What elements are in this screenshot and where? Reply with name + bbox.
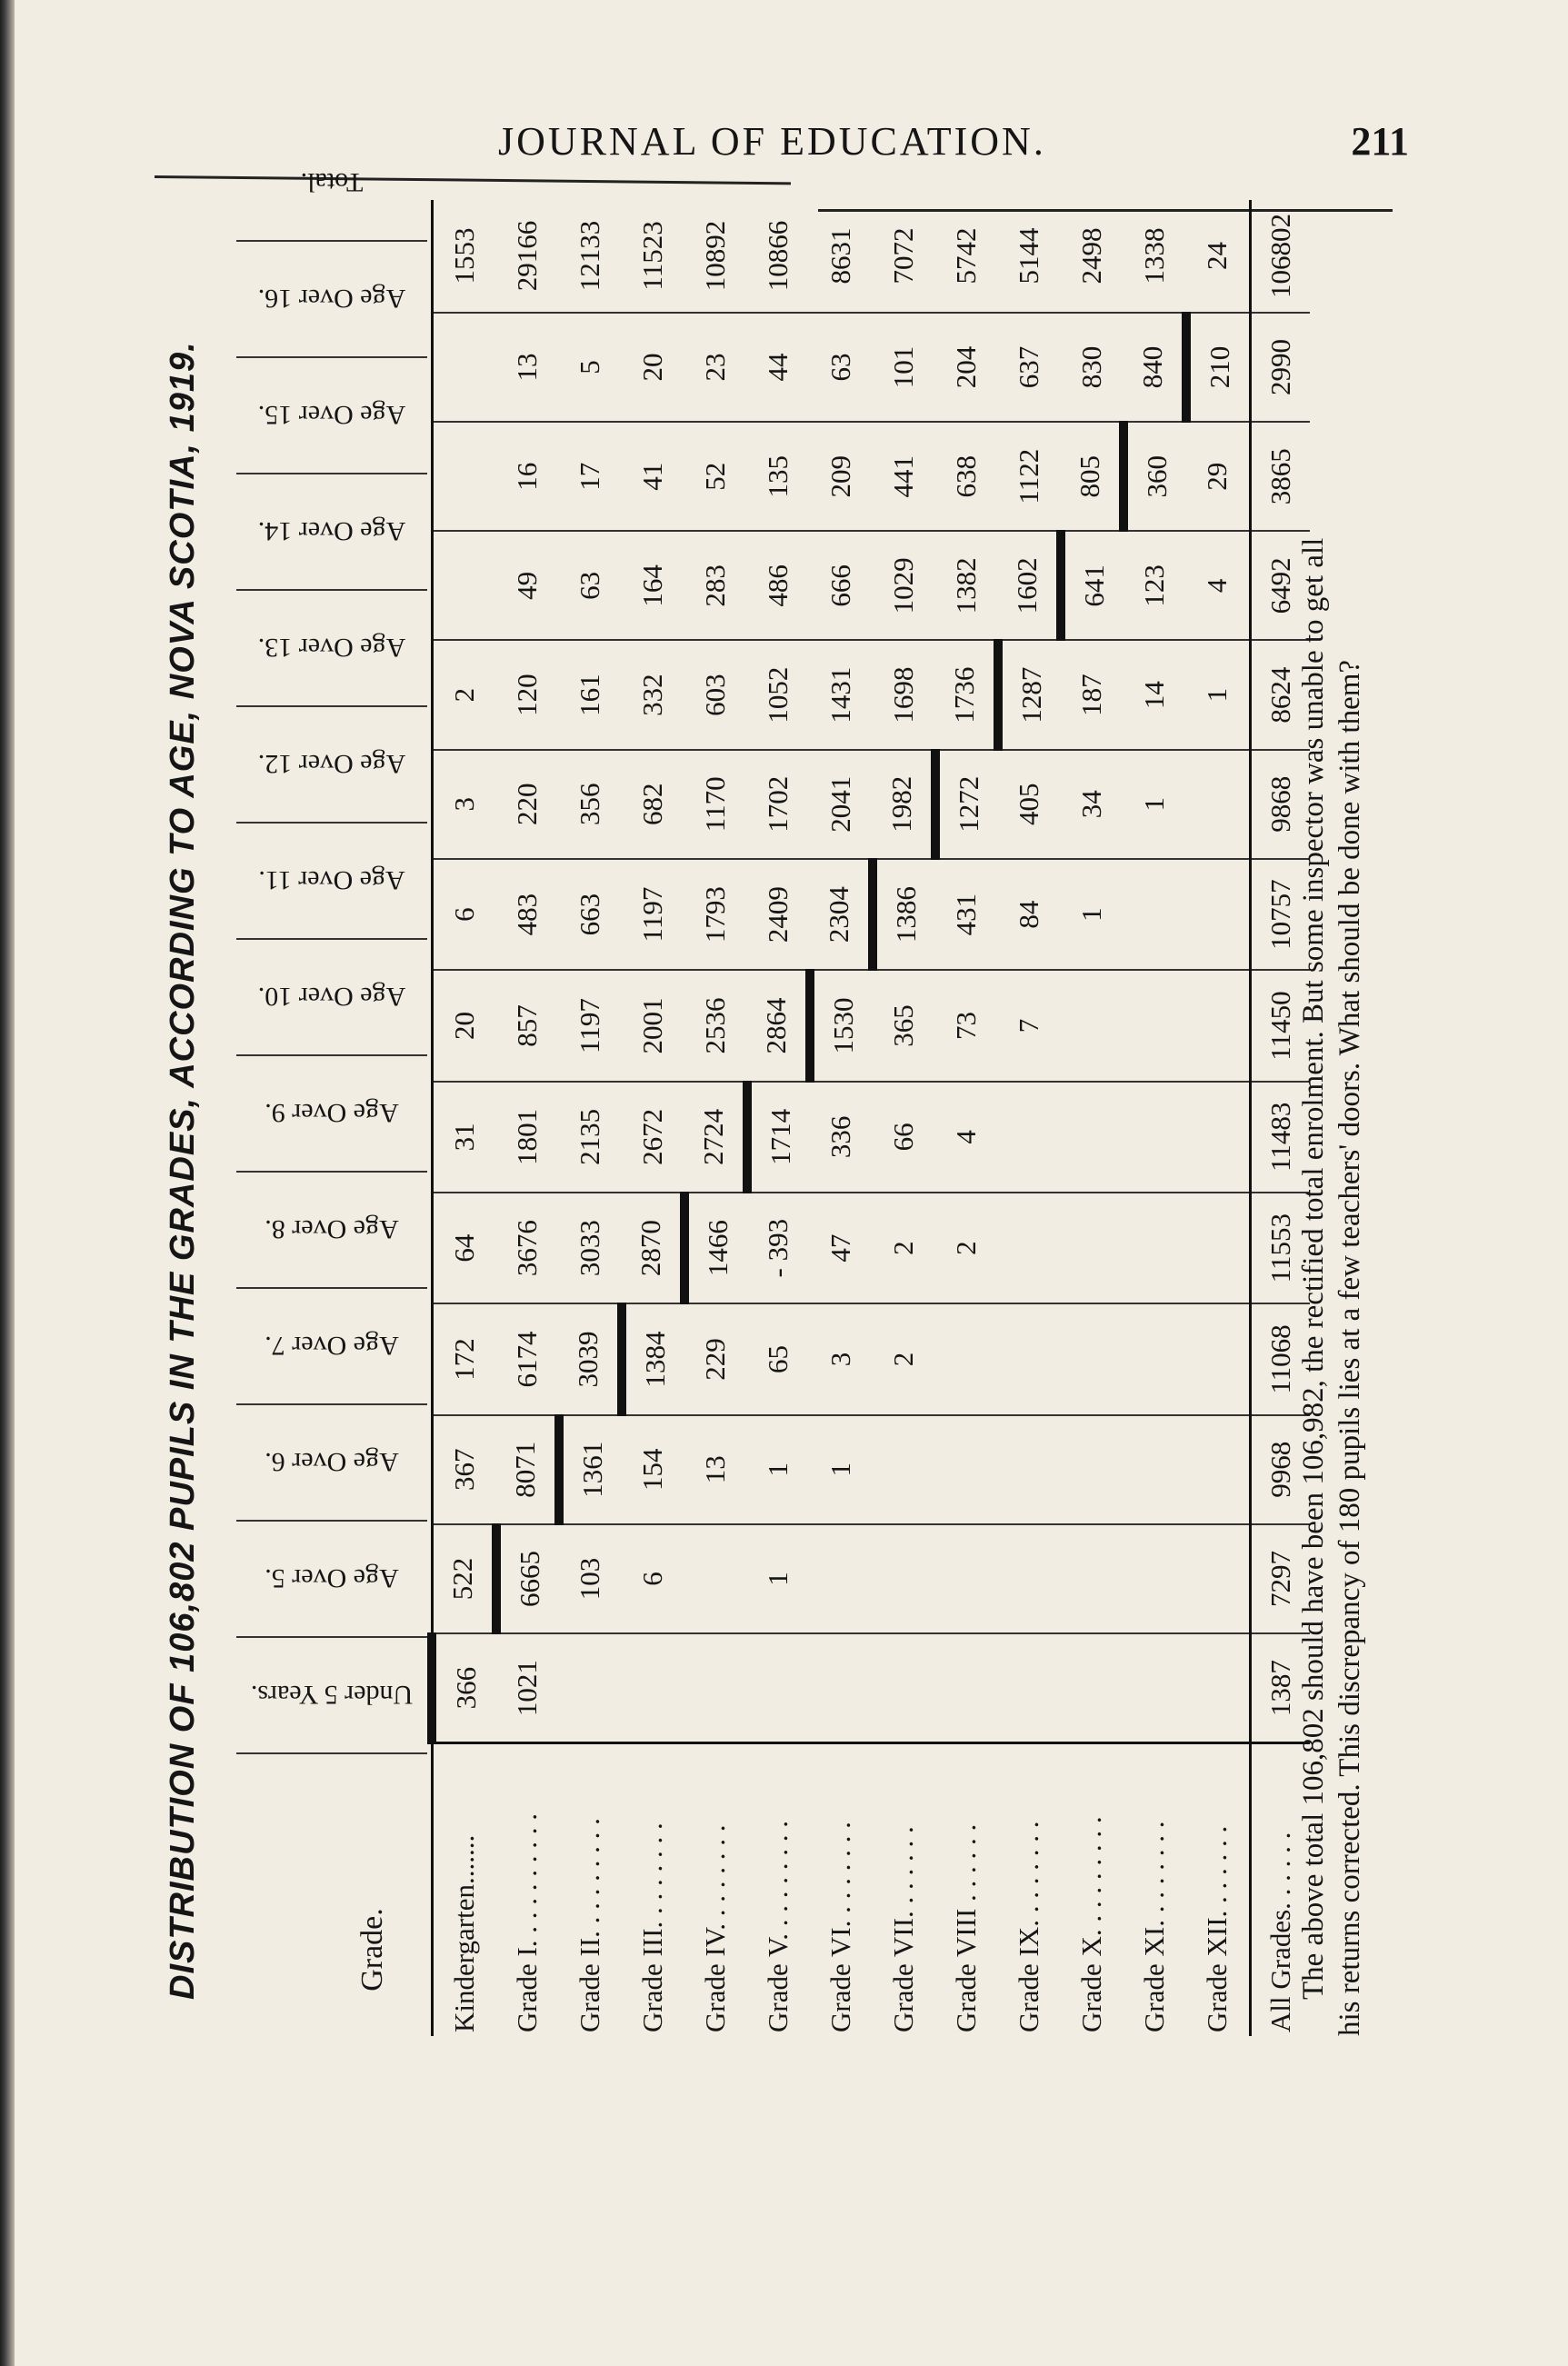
column-header-label: Age Over 6. bbox=[265, 1447, 399, 1477]
table-cell: 2409 bbox=[747, 859, 810, 971]
table-cell bbox=[622, 1633, 684, 1743]
table-cell bbox=[1124, 1193, 1186, 1303]
table-cell bbox=[935, 1633, 998, 1743]
column-header-label: Age Over 10. bbox=[257, 982, 406, 1012]
table-cell: 2001 bbox=[622, 970, 684, 1081]
table-cell bbox=[873, 1524, 935, 1633]
table-cell: 1982 bbox=[873, 750, 935, 859]
table-cell: 23 bbox=[684, 313, 747, 422]
table-cell bbox=[998, 1082, 1061, 1193]
table-cell bbox=[684, 1524, 747, 1633]
grade-label: Grade VIII . . . . . . bbox=[935, 1743, 998, 2036]
column-header bbox=[236, 473, 427, 591]
table-cell: 7072 bbox=[873, 200, 935, 313]
column-header bbox=[236, 1636, 427, 1754]
table-cell: 17 bbox=[559, 422, 622, 531]
grade-label: All Grades. . . . . . bbox=[1250, 1743, 1310, 2036]
table-cell: 1431 bbox=[810, 640, 873, 749]
table-cell: 638 bbox=[935, 422, 998, 531]
table-row bbox=[684, 200, 747, 2036]
table-cell: 154 bbox=[622, 1415, 684, 1524]
table-cell bbox=[1186, 1193, 1251, 1303]
column-header-label: Age Over 13. bbox=[257, 633, 406, 663]
column-header-label: Age Over 8. bbox=[265, 1214, 399, 1244]
page-edge-shadow bbox=[0, 0, 15, 2366]
table-cell bbox=[1124, 1415, 1186, 1524]
column-header bbox=[236, 356, 427, 474]
table-cell: 34 bbox=[1061, 750, 1124, 859]
table-row bbox=[432, 200, 496, 2036]
table-cell bbox=[935, 1524, 998, 1633]
table-cell bbox=[1124, 1082, 1186, 1193]
table-cell: 63 bbox=[810, 313, 873, 422]
table-cell bbox=[1061, 1082, 1124, 1193]
table-cell: 1530 bbox=[810, 970, 873, 1081]
table-cell bbox=[1124, 970, 1186, 1081]
table-cell: 2870 bbox=[622, 1193, 684, 1303]
table-cell bbox=[1124, 1633, 1186, 1743]
table-cell: 522 bbox=[432, 1524, 496, 1633]
footnote-line-1: The above total 106,802 should have been 106,982, the rectified total enrolment. But some inspector was unable to get all bbox=[1297, 537, 1330, 2000]
table-cell: 84 bbox=[998, 859, 1061, 971]
grade-label: Kindergarten....... bbox=[432, 1743, 496, 2036]
table-cell: 1736 bbox=[935, 640, 998, 749]
table-cell: 1382 bbox=[935, 531, 998, 640]
table-cell bbox=[1186, 1303, 1251, 1414]
table-cell: 10757 bbox=[1250, 859, 1310, 971]
table-cell bbox=[1061, 1193, 1124, 1303]
column-header bbox=[236, 1054, 427, 1173]
table-cell: 6 bbox=[622, 1524, 684, 1633]
column-header-label: Age Over 11. bbox=[258, 865, 405, 895]
table-cell: 1714 bbox=[747, 1082, 810, 1193]
table-cell: 13 bbox=[684, 1415, 747, 1524]
table-cell: 663 bbox=[559, 859, 622, 971]
table-cell: 1197 bbox=[559, 970, 622, 1081]
table-cell: 1466 bbox=[684, 1193, 747, 1303]
table-cell bbox=[998, 1415, 1061, 1524]
table-cell: 3 bbox=[432, 750, 496, 859]
grade-label: Grade II. . . . . . . . . bbox=[559, 1743, 622, 2036]
table-cell: 4 bbox=[1186, 531, 1251, 640]
column-header bbox=[236, 589, 427, 707]
column-header bbox=[236, 124, 427, 242]
table-cell: 1387 bbox=[1250, 1633, 1310, 1743]
table-cell: 2 bbox=[432, 640, 496, 749]
table-cell: 637 bbox=[998, 313, 1061, 422]
table-cell: 2135 bbox=[559, 1082, 622, 1193]
table-cell bbox=[935, 1415, 998, 1524]
table-cell: 52 bbox=[684, 422, 747, 531]
table-cell: 1361 bbox=[559, 1415, 622, 1524]
page-number: 211 bbox=[1351, 119, 1409, 164]
grade-label: Grade IV. . . . . . . . bbox=[684, 1743, 747, 2036]
table-cell: 431 bbox=[935, 859, 998, 971]
table-cell: 14 bbox=[1124, 640, 1186, 749]
grade-label: Grade III. . . . . . . . bbox=[622, 1743, 684, 2036]
table-cell: 6174 bbox=[496, 1303, 559, 1414]
table-cell: - 393 bbox=[747, 1193, 810, 1303]
table-cell: 63 bbox=[559, 531, 622, 640]
table-cell: 29166 bbox=[496, 200, 559, 313]
table-cell: 3865 bbox=[1250, 422, 1310, 531]
table-cell: 1 bbox=[810, 1415, 873, 1524]
rotated-table-block bbox=[164, 167, 1436, 2036]
table-cell bbox=[810, 1524, 873, 1633]
table-title: DISTRIBUTION OF 106,802 PUPILS IN THE GRADES, ACCORDING TO AGE, NOVA SCOTIA, 1919. bbox=[164, 341, 202, 2000]
table-row bbox=[1061, 200, 1124, 2036]
table-cell: 603 bbox=[684, 640, 747, 749]
table-cell: 857 bbox=[496, 970, 559, 1081]
table-cell: 29 bbox=[1186, 422, 1251, 531]
table-cell: 2 bbox=[873, 1303, 935, 1414]
table-cell: 1287 bbox=[998, 640, 1061, 749]
table-cell bbox=[1186, 1415, 1251, 1524]
column-header bbox=[236, 1171, 427, 1289]
table-cell: 486 bbox=[747, 531, 810, 640]
table-cell bbox=[1186, 970, 1251, 1081]
table-cell: 120 bbox=[496, 640, 559, 749]
table-cell: 13 bbox=[496, 313, 559, 422]
table-cell bbox=[810, 1633, 873, 1743]
age-distribution-table bbox=[427, 200, 1310, 2036]
table-cell: 8071 bbox=[496, 1415, 559, 1524]
table-cell: 1197 bbox=[622, 859, 684, 971]
column-header bbox=[236, 1403, 427, 1522]
column-header bbox=[236, 938, 427, 1056]
table-cell: 360 bbox=[1124, 422, 1186, 531]
footnote bbox=[1295, 218, 1368, 2036]
grade-label: Grade X. . . . . . . . . bbox=[1061, 1743, 1124, 2036]
table-cell: 1386 bbox=[873, 859, 935, 971]
table-cell: 65 bbox=[747, 1303, 810, 1414]
table-cell bbox=[432, 531, 496, 640]
table-cell: 16 bbox=[496, 422, 559, 531]
table-row bbox=[1186, 200, 1251, 2036]
table-cell: 8624 bbox=[1250, 640, 1310, 749]
column-headers bbox=[236, 167, 427, 1736]
column-header-label: Total. bbox=[300, 167, 364, 197]
table-cell: 6492 bbox=[1250, 531, 1310, 640]
table-cell: 20 bbox=[622, 313, 684, 422]
column-header bbox=[236, 705, 427, 824]
column-header-label: Age Over 5. bbox=[265, 1563, 399, 1593]
table-cell: 2672 bbox=[622, 1082, 684, 1193]
table-cell bbox=[998, 1193, 1061, 1303]
table-cell bbox=[684, 1633, 747, 1743]
table-cell: 11523 bbox=[622, 200, 684, 313]
table-row bbox=[998, 200, 1061, 2036]
table-cell: 10866 bbox=[747, 200, 810, 313]
table-cell: 1021 bbox=[496, 1633, 559, 1743]
column-header-label: Age Over 7. bbox=[265, 1331, 399, 1361]
table-cell: 187 bbox=[1061, 640, 1124, 749]
table-cell: 5144 bbox=[998, 200, 1061, 313]
table-cell: 1602 bbox=[998, 531, 1061, 640]
table-cell: 1 bbox=[747, 1524, 810, 1633]
table-cell: 9868 bbox=[1250, 750, 1310, 859]
table-row bbox=[810, 200, 873, 2036]
table-cell bbox=[998, 1633, 1061, 1743]
table-cell: 73 bbox=[935, 970, 998, 1081]
table-cell: 6 bbox=[432, 859, 496, 971]
table-cell bbox=[1124, 859, 1186, 971]
table-cell: 11068 bbox=[1250, 1303, 1310, 1414]
table-cell bbox=[935, 1303, 998, 1414]
table-cell: 805 bbox=[1061, 422, 1124, 531]
table-cell: 64 bbox=[432, 1193, 496, 1303]
table-row bbox=[496, 200, 559, 2036]
table-cell bbox=[559, 1633, 622, 1743]
table-cell: 8631 bbox=[810, 200, 873, 313]
table-cell: 367 bbox=[432, 1415, 496, 1524]
table-cell: 204 bbox=[935, 313, 998, 422]
table-cell bbox=[998, 1303, 1061, 1414]
table-cell: 209 bbox=[810, 422, 873, 531]
table-cell: 666 bbox=[810, 531, 873, 640]
table-cell: 164 bbox=[622, 531, 684, 640]
grade-label: Grade XI. . . . . . . . bbox=[1124, 1743, 1186, 2036]
table-row bbox=[935, 200, 998, 2036]
grade-column-header: Grade. bbox=[355, 1908, 389, 1992]
table-cell bbox=[873, 1633, 935, 1743]
table-cell: 123 bbox=[1124, 531, 1186, 640]
table-cell bbox=[1061, 1633, 1124, 1743]
table-row bbox=[1124, 200, 1186, 2036]
table-cell: 365 bbox=[873, 970, 935, 1081]
table-cell: 103 bbox=[559, 1524, 622, 1633]
table-cell: 1553 bbox=[432, 200, 496, 313]
table-cell: 24 bbox=[1186, 200, 1251, 313]
table-cell bbox=[1186, 750, 1251, 859]
footnote-line-2: his returns corrected. This discrepancy of 180 pupils lies at a few teachers' doors. What should be done with them? bbox=[1333, 659, 1366, 2036]
table-cell: 210 bbox=[1186, 313, 1251, 422]
journal-title: JOURNAL OF EDUCATION. bbox=[498, 119, 1046, 164]
table-cell: 3039 bbox=[559, 1303, 622, 1414]
table-cell: 1698 bbox=[873, 640, 935, 749]
table-cell: 405 bbox=[998, 750, 1061, 859]
table-cell: 1272 bbox=[935, 750, 998, 859]
table-cell: 47 bbox=[810, 1193, 873, 1303]
table-cell bbox=[747, 1633, 810, 1743]
table-cell: 11450 bbox=[1250, 970, 1310, 1081]
grade-label: Grade XII. . . . . . . bbox=[1186, 1743, 1251, 2036]
table-cell: 283 bbox=[684, 531, 747, 640]
table-cell: 1801 bbox=[496, 1082, 559, 1193]
table-cell: 5742 bbox=[935, 200, 998, 313]
table-cell bbox=[1061, 1303, 1124, 1414]
table-cell: 44 bbox=[747, 313, 810, 422]
table-cell: 3033 bbox=[559, 1193, 622, 1303]
table-cell: 830 bbox=[1061, 313, 1124, 422]
table-cell: 66 bbox=[873, 1082, 935, 1193]
table-cell: 172 bbox=[432, 1303, 496, 1414]
column-header-label: Age Over 15. bbox=[257, 400, 406, 430]
table-cell: 229 bbox=[684, 1303, 747, 1414]
table-cell bbox=[1186, 859, 1251, 971]
table-cell: 641 bbox=[1061, 531, 1124, 640]
table-cell: 3 bbox=[810, 1303, 873, 1414]
table-cell: 101 bbox=[873, 313, 935, 422]
table-cell: 41 bbox=[622, 422, 684, 531]
table-cell: 11553 bbox=[1250, 1193, 1310, 1303]
table-cell: 161 bbox=[559, 640, 622, 749]
table-cell: 2864 bbox=[747, 970, 810, 1081]
column-header bbox=[236, 240, 427, 358]
table-row bbox=[873, 200, 935, 2036]
table-cell: 2304 bbox=[810, 859, 873, 971]
grade-label: Grade V. . . . . . . . . bbox=[747, 1743, 810, 2036]
column-header-label: Under 5 Years. bbox=[250, 1680, 414, 1710]
table-cell bbox=[873, 1415, 935, 1524]
table-cell: 2536 bbox=[684, 970, 747, 1081]
table-cell: 9968 bbox=[1250, 1415, 1310, 1524]
table-cell: 7 bbox=[998, 970, 1061, 1081]
table-row bbox=[622, 200, 684, 2036]
table-cell: 366 bbox=[432, 1633, 496, 1743]
table-cell: 2 bbox=[873, 1193, 935, 1303]
table-cell bbox=[1061, 1415, 1124, 1524]
table-cell bbox=[1061, 1524, 1124, 1633]
table-cell: 2724 bbox=[684, 1082, 747, 1193]
table-cell: 10892 bbox=[684, 200, 747, 313]
table-cell: 1793 bbox=[684, 859, 747, 971]
table-cell bbox=[998, 1524, 1061, 1633]
table-cell bbox=[1186, 1633, 1251, 1743]
grade-label: Grade I. . . . . . . . . . bbox=[496, 1743, 559, 2036]
column-header-label: Age Over 9. bbox=[265, 1098, 399, 1128]
table-cell bbox=[1124, 1303, 1186, 1414]
table-cell: 336 bbox=[810, 1082, 873, 1193]
table-cell bbox=[1186, 1524, 1251, 1633]
table-cell bbox=[1061, 970, 1124, 1081]
table-cell: 11483 bbox=[1250, 1082, 1310, 1193]
table-cell: 1702 bbox=[747, 750, 810, 859]
table-cell: 1 bbox=[1124, 750, 1186, 859]
table-cell: 332 bbox=[622, 640, 684, 749]
column-header bbox=[236, 1287, 427, 1405]
table-cell: 483 bbox=[496, 859, 559, 971]
table-cell: 31 bbox=[432, 1082, 496, 1193]
table-cell bbox=[432, 313, 496, 422]
table-cell: 2498 bbox=[1061, 200, 1124, 313]
grade-label: Grade IX. . . . . . . . bbox=[998, 1743, 1061, 2036]
table-cell: 840 bbox=[1124, 313, 1186, 422]
grade-label: Grade VII. . . . . . . bbox=[873, 1743, 935, 2036]
column-header-label: Age Over 16. bbox=[257, 284, 406, 314]
table-row bbox=[559, 200, 622, 2036]
table-cell: 1338 bbox=[1124, 200, 1186, 313]
table-cell bbox=[1124, 1524, 1186, 1633]
table-cell: 1122 bbox=[998, 422, 1061, 531]
table-cell: 1052 bbox=[747, 640, 810, 749]
column-header-label: Age Over 12. bbox=[257, 749, 406, 779]
table-cell: 49 bbox=[496, 531, 559, 640]
table-cell: 1 bbox=[1061, 859, 1124, 971]
table-cell: 106802 bbox=[1250, 200, 1310, 313]
table-cell: 1 bbox=[1186, 640, 1251, 749]
table-cell: 682 bbox=[622, 750, 684, 859]
table-row bbox=[747, 200, 810, 2036]
column-header bbox=[236, 822, 427, 940]
column-header bbox=[236, 1520, 427, 1638]
table-cell: 1 bbox=[747, 1415, 810, 1524]
table-cell: 7297 bbox=[1250, 1524, 1310, 1633]
table-cell: 20 bbox=[432, 970, 496, 1081]
table-cell: 6665 bbox=[496, 1524, 559, 1633]
table-cell bbox=[1186, 1082, 1251, 1193]
table-cell: 2990 bbox=[1250, 313, 1310, 422]
table-cell: 2041 bbox=[810, 750, 873, 859]
table-cell: 12133 bbox=[559, 200, 622, 313]
column-header-label: Age Over 14. bbox=[257, 516, 406, 546]
table-cell: 1170 bbox=[684, 750, 747, 859]
table-cell: 5 bbox=[559, 313, 622, 422]
table-cell: 4 bbox=[935, 1082, 998, 1193]
table-cell: 1029 bbox=[873, 531, 935, 640]
table-cell: 3676 bbox=[496, 1193, 559, 1303]
table-cell bbox=[432, 422, 496, 531]
table-cell: 135 bbox=[747, 422, 810, 531]
table-cell: 2 bbox=[935, 1193, 998, 1303]
table-cell: 1384 bbox=[622, 1303, 684, 1414]
grade-label: Grade VI. . . . . . . . bbox=[810, 1743, 873, 2036]
table-cell: 220 bbox=[496, 750, 559, 859]
table-cell: 441 bbox=[873, 422, 935, 531]
table-cell: 356 bbox=[559, 750, 622, 859]
